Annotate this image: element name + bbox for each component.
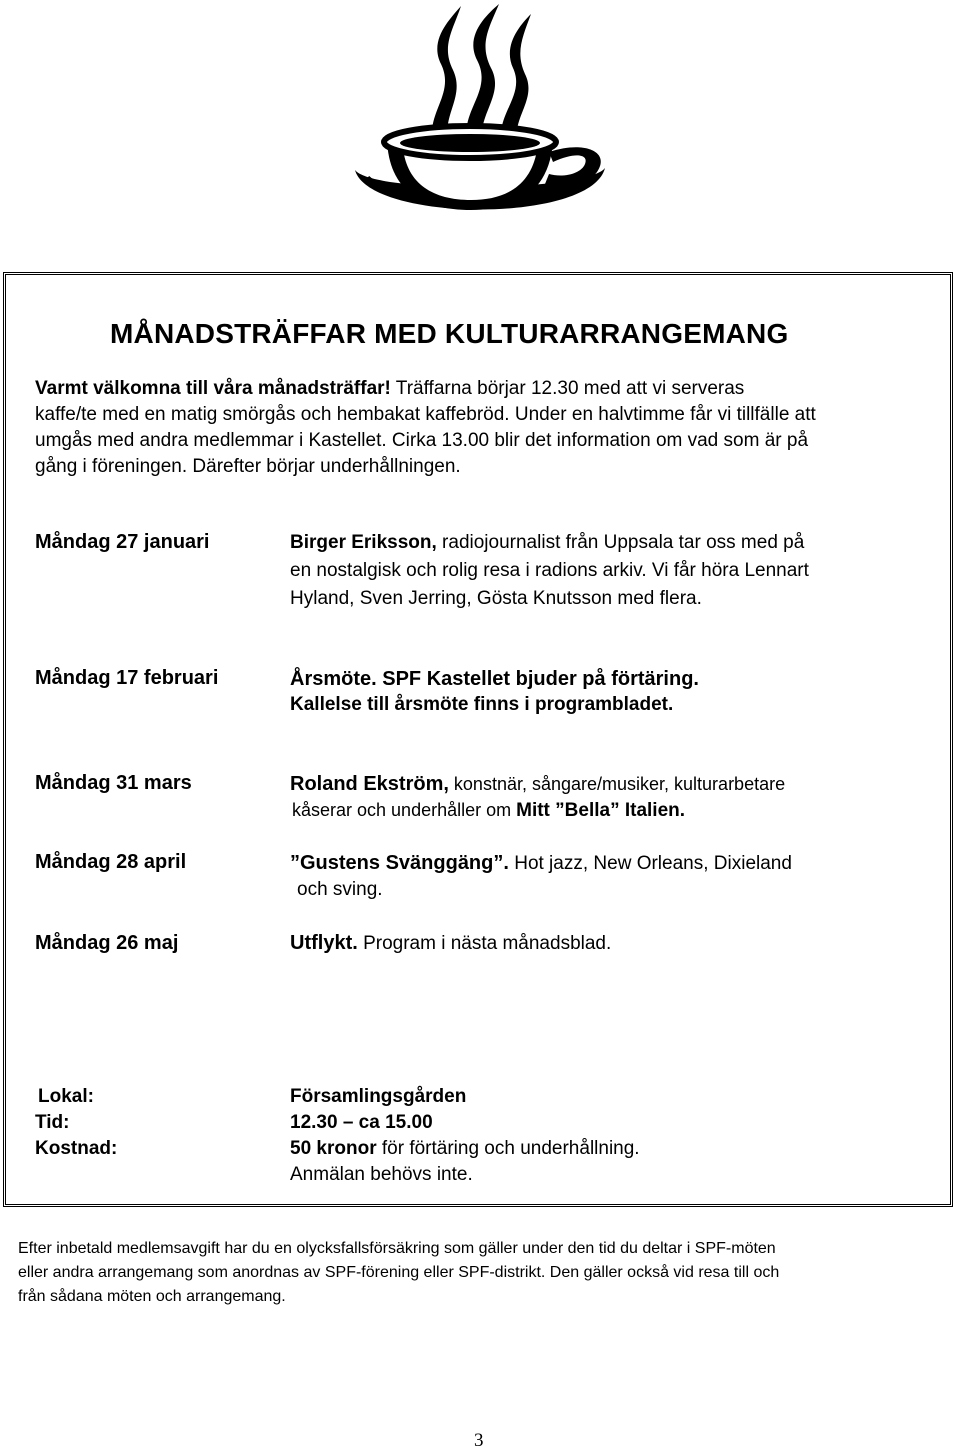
event-date: Måndag 26 maj (35, 932, 179, 954)
event-performer: ”Gustens Svänggäng”. (290, 852, 509, 874)
event-description-text: kåserar och underhåller om (292, 800, 517, 820)
intro-lead: Varmt välkomna till våra månadsträffar! (35, 378, 391, 399)
intro-line-1-rest: Träffarna börjar 12.30 med att vi serveras (390, 378, 745, 399)
place-label: Lokal: (38, 1086, 94, 1107)
event-date: Måndag 31 mars (35, 772, 192, 794)
event-description-line: en nostalgisk och rolig resa i radions arkiv. Vi får höra Lennart (290, 560, 809, 581)
cost-label: Kostnad: (35, 1138, 118, 1159)
event-description-line: Hyland, Sven Jerring, Gösta Knutsson med flera. (290, 588, 702, 609)
event-highlight: Mitt ”Bella” Italien. (516, 800, 686, 821)
event-date: Måndag 17 februari (35, 667, 219, 689)
registration-note: Anmälan behövs inte. (290, 1164, 473, 1185)
event-description-line (290, 773, 785, 796)
time-label: Tid: (35, 1112, 70, 1133)
event-description-line (290, 852, 792, 875)
event-performer: Birger Eriksson, (290, 532, 437, 553)
event-description-text: radiojournalist från Uppsala tar oss med på (436, 532, 805, 553)
intro-line-3: umgås med andra medlemmar i Kastellet. Cirka 13.00 blir det information om vad som är på (35, 430, 809, 451)
event-date: Måndag 28 april (35, 851, 187, 873)
event-performer: Roland Ekström, (290, 773, 449, 795)
insurance-note-line: Efter inbetald medlemsavgift har du en olycksfallsförsäkring som gäller under den tid du deltar i SPF-möten (18, 1240, 776, 1257)
event-description-text: Program i nästa månadsblad. (357, 933, 612, 954)
page-title: MÅNADSTRÄFFAR MED KULTURARRANGEMANG (110, 318, 789, 349)
event-performer: Utflykt. (290, 932, 358, 954)
insurance-note-line: från sådana möten och arrangemang. (18, 1288, 286, 1305)
place-value: Församlingsgården (290, 1086, 467, 1107)
event-description-line: och sving. (297, 879, 383, 900)
cost-value (290, 1138, 640, 1160)
cost-amount: 50 kronor (290, 1138, 377, 1159)
event-date: Måndag 27 januari (35, 531, 210, 553)
intro-line-2: kaffe/te med en matig smörgås och hembakat kaffebröd. Under en halvtimme får vi tillfälle att (35, 404, 816, 425)
intro-line-4: gång i föreningen. Därefter börjar underhållningen. (35, 456, 461, 477)
event-description-line (292, 800, 685, 822)
time-value: 12.30 – ca 15.00 (290, 1112, 433, 1133)
page-number: 3 (474, 1430, 484, 1451)
event-description-line: Kallelse till årsmöte finns i programbladet. (290, 694, 674, 715)
insurance-note-line: eller andra arrangemang som anordnas av SPF-förening eller SPF-distrikt. Den gäller också vid resa till och (18, 1264, 780, 1281)
cost-description: för förtäring och underhållning. (376, 1138, 640, 1159)
event-description-line: Årsmöte. SPF Kastellet bjuder på förtäring. (290, 668, 699, 690)
event-description-text: Hot jazz, New Orleans, Dixieland (508, 853, 792, 874)
event-description-line (290, 532, 804, 554)
event-description-line (290, 932, 611, 955)
intro-line-1 (35, 378, 744, 400)
coffee-cup-icon (349, 2, 611, 234)
event-description-text: konstnär, sångare/musiker, kulturarbetare (448, 774, 786, 794)
